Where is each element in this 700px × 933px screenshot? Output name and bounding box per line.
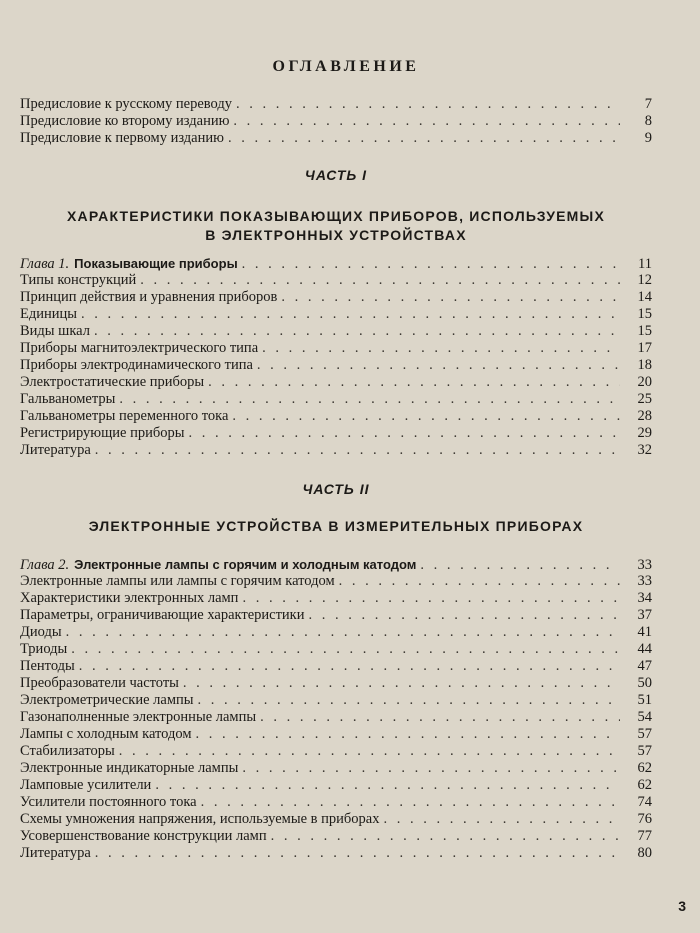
toc-entry[interactable] <box>20 573 652 590</box>
entry-label: Усилители постоянного тока <box>20 794 197 810</box>
entry-page: 33 <box>637 557 652 573</box>
entry-label: Характеристики электронных ламп <box>20 590 239 606</box>
entry-page: 51 <box>637 692 652 708</box>
part-2-label: ЧАСТЬ II <box>302 481 370 497</box>
entry-page: 57 <box>637 743 652 759</box>
chapter-1-entry[interactable] <box>20 255 652 272</box>
leader-dots <box>189 425 621 442</box>
entry-label: Литература <box>20 442 91 458</box>
toc-entry[interactable] <box>20 96 652 113</box>
toc-entry[interactable] <box>20 675 652 692</box>
leader-dots <box>71 641 620 658</box>
toc-entry[interactable] <box>20 425 652 442</box>
entry-page: 33 <box>637 573 652 589</box>
prefaces-list <box>20 96 652 147</box>
leader-dots <box>262 340 620 357</box>
toc-entry[interactable] <box>20 709 652 726</box>
leader-dots <box>339 573 620 590</box>
toc-entry[interactable] <box>20 794 652 811</box>
entry-label: Предисловие ко второму изданию <box>20 113 230 129</box>
leader-dots <box>66 624 620 641</box>
entry-label: Электрометрические лампы <box>20 692 194 708</box>
entry-page: 47 <box>637 658 652 674</box>
leader-dots <box>198 692 620 709</box>
entry-page: 34 <box>637 590 652 606</box>
leader-dots <box>420 557 620 574</box>
entry-page: 12 <box>637 272 652 288</box>
part-1-title-line-1: ХАРАКТЕРИСТИКИ ПОКАЗЫВАЮЩИХ ПРИБОРОВ, ИСПОЛЬЗУЕМЫХ <box>67 208 605 224</box>
entry-page: 57 <box>637 726 652 742</box>
entry-page: 62 <box>637 777 652 793</box>
toc-entry[interactable] <box>20 391 652 408</box>
entry-page: 11 <box>638 256 652 272</box>
leader-dots <box>242 760 620 777</box>
entry-label: Приборы электродинамического типа <box>20 357 253 373</box>
leader-dots <box>281 289 620 306</box>
chapter-2-heading <box>20 556 416 574</box>
leader-dots <box>228 130 620 147</box>
entry-label: Триоды <box>20 641 68 657</box>
leader-dots <box>95 442 620 459</box>
toc-entry[interactable] <box>20 340 652 357</box>
leader-dots <box>81 306 620 323</box>
chapter-1-entries <box>20 272 652 459</box>
entry-page: 37 <box>637 607 652 623</box>
toc-entry[interactable] <box>20 272 652 289</box>
toc-entry[interactable] <box>20 323 652 340</box>
entry-page: 17 <box>637 340 652 356</box>
page-number: 3 <box>678 898 686 914</box>
chapter-1-heading <box>20 255 238 273</box>
toc-entry[interactable] <box>20 289 652 306</box>
entry-label: Единицы <box>20 306 78 322</box>
entry-page: 77 <box>637 828 652 844</box>
leader-dots <box>94 323 620 340</box>
entry-label: Лампы с холодным катодом <box>20 726 192 742</box>
toc-entry[interactable] <box>20 374 652 391</box>
toc-entry[interactable] <box>20 726 652 743</box>
entry-page: 76 <box>637 811 652 827</box>
entry-page: 15 <box>637 306 652 322</box>
toc-entry[interactable] <box>20 641 652 658</box>
toc-entry[interactable] <box>20 306 652 323</box>
part-1-title-line-2: В ЭЛЕКТРОННЫХ УСТРОЙСТВАХ <box>205 227 467 243</box>
toc-entry[interactable] <box>20 777 652 794</box>
toc-entry[interactable] <box>20 408 652 425</box>
entry-page: 62 <box>637 760 652 776</box>
entry-label: Электронные индикаторные лампы <box>20 760 239 776</box>
entry-page: 29 <box>637 425 652 441</box>
entry-page: 44 <box>637 641 652 657</box>
toc-entry[interactable] <box>20 590 652 607</box>
toc-entry[interactable] <box>20 658 652 675</box>
entry-page: 80 <box>637 845 652 861</box>
leader-dots <box>119 743 620 760</box>
leader-dots <box>271 828 620 845</box>
entry-label: Пентоды <box>20 658 75 674</box>
part-2-title: ЭЛЕКТРОННЫЕ УСТРОЙСТВА В ИЗМЕРИТЕЛЬНЫХ ПРИБОРАХ <box>88 518 584 534</box>
entry-label: Гальванометры переменного тока <box>20 408 229 424</box>
chapter-2-entries <box>20 573 652 862</box>
entry-label: Электронные лампы или лампы с горячим катодом <box>20 573 335 589</box>
entry-page: 54 <box>637 709 652 725</box>
entry-label: Регистрирующие приборы <box>20 425 185 441</box>
leader-dots <box>308 607 620 624</box>
entry-page: 8 <box>644 113 652 129</box>
leader-dots <box>257 357 620 374</box>
toc-entry[interactable] <box>20 811 652 828</box>
leader-dots <box>183 675 620 692</box>
entry-label: Преобразователи частоты <box>20 675 179 691</box>
leader-dots <box>260 709 620 726</box>
leader-dots <box>196 726 620 743</box>
chapter-name: Электронные лампы с горячим и холодным катодом <box>74 557 417 572</box>
entry-page: 14 <box>637 289 652 305</box>
entry-label: Диоды <box>20 624 62 640</box>
entry-label: Предисловие к русскому переводу <box>20 96 232 112</box>
entry-label: Схемы умножения напряжения, используемые в приборах <box>20 811 380 827</box>
entry-page: 9 <box>644 130 652 146</box>
part-1-label: ЧАСТЬ I <box>304 167 368 183</box>
toc-entry[interactable] <box>20 442 652 459</box>
toc-entry[interactable] <box>20 357 652 374</box>
chapter-number: Глава 1. <box>20 256 70 272</box>
leader-dots <box>95 845 620 862</box>
toc-entry[interactable] <box>20 743 652 760</box>
entry-page: 7 <box>644 96 652 112</box>
entry-label: Усовершенствование конструкции ламп <box>20 828 267 844</box>
entry-page: 41 <box>637 624 652 640</box>
entry-label: Газонаполненные электронные лампы <box>20 709 257 725</box>
leader-dots <box>242 590 620 607</box>
chapter-2-entry[interactable] <box>20 556 652 573</box>
entry-page: 25 <box>637 391 652 407</box>
leader-dots <box>233 113 620 130</box>
toc-entry[interactable] <box>20 845 652 862</box>
leader-dots <box>242 256 620 273</box>
leader-dots <box>79 658 620 675</box>
toc-entry[interactable] <box>20 828 652 845</box>
leader-dots <box>201 794 620 811</box>
entry-label: Стабилизаторы <box>20 743 115 759</box>
entry-label: Электростатические приборы <box>20 374 205 390</box>
leader-dots <box>140 272 620 289</box>
entry-page: 18 <box>637 357 652 373</box>
entry-label: Предисловие к первому изданию <box>20 130 224 146</box>
entry-page: 28 <box>637 408 652 424</box>
toc-entry[interactable] <box>20 113 652 130</box>
leader-dots <box>232 408 620 425</box>
toc-entry[interactable] <box>20 624 652 641</box>
entry-page: 74 <box>637 794 652 810</box>
entry-label: Литература <box>20 845 91 861</box>
entry-label: Принцип действия и уравнения приборов <box>20 289 278 305</box>
toc-entry[interactable] <box>20 692 652 709</box>
entry-label: Ламповые усилители <box>20 777 152 793</box>
entry-label: Параметры, ограничивающие характеристики <box>20 607 305 623</box>
entry-label: Виды шкал <box>20 323 90 339</box>
entry-label: Приборы магнитоэлектрического типа <box>20 340 259 356</box>
entry-page: 15 <box>637 323 652 339</box>
entry-label: Типы конструкций <box>20 272 137 288</box>
part-2-section <box>20 481 652 862</box>
leader-dots <box>383 811 620 828</box>
toc-entry[interactable] <box>20 130 652 147</box>
toc-entry[interactable] <box>20 607 652 624</box>
entry-page: 32 <box>637 442 652 458</box>
toc-entry[interactable] <box>20 760 652 777</box>
chapter-name: Показывающие приборы <box>74 256 238 271</box>
leader-dots <box>119 391 620 408</box>
entry-page: 50 <box>637 675 652 691</box>
entry-label: Гальванометры <box>20 391 116 407</box>
leader-dots <box>155 777 620 794</box>
leader-dots <box>236 96 620 113</box>
entry-page: 20 <box>637 374 652 390</box>
toc-title: ОГЛАВЛЕНИЕ <box>272 58 420 75</box>
part-1-section <box>20 167 652 459</box>
chapter-number: Глава 2. <box>20 557 70 573</box>
leader-dots <box>208 374 620 391</box>
